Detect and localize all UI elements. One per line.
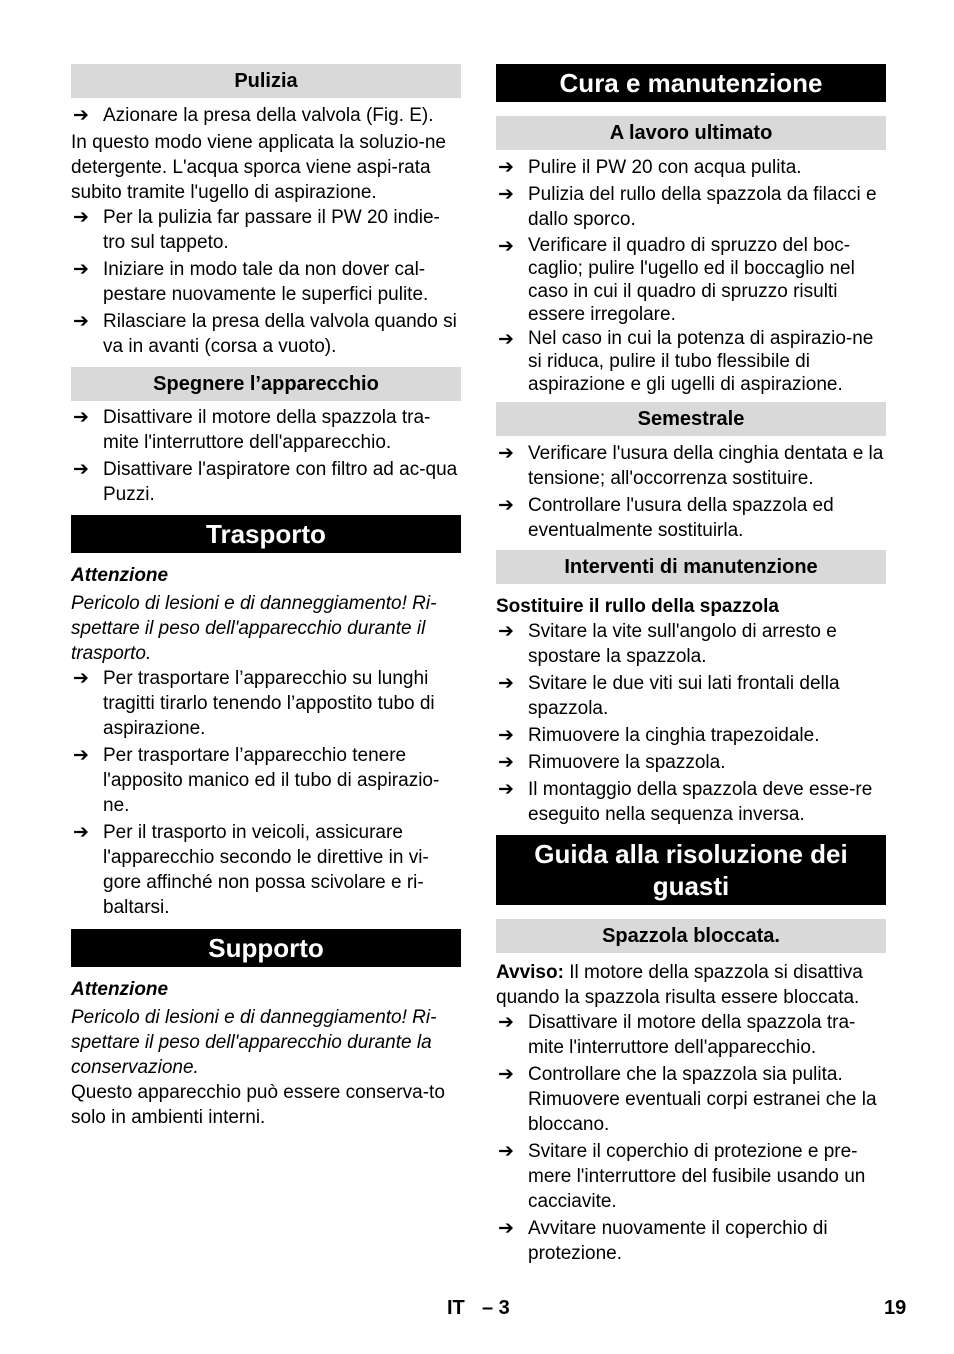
list-item: ➔ Azionare la presa della valvola (Fig. E). bbox=[73, 105, 434, 126]
arrow-right-icon: ➔ bbox=[498, 1141, 514, 1162]
arrow-right-icon: ➔ bbox=[498, 1012, 514, 1033]
list-item: ➔ Pulire il PW 20 con acqua pulita. bbox=[498, 157, 802, 178]
attention-label: Attenzione bbox=[71, 565, 169, 586]
list-item: ➔ Iniziare in modo tale da non dover cal-pestare nuovamente le superfici pulite. bbox=[73, 259, 429, 305]
list-item: ➔ Per trasportare l’apparecchio su lunghi tragitti tirarlo tenendo l’appostito tubo di aspirazione. bbox=[73, 668, 435, 739]
list-item: ➔ Avvitare nuovamente il coperchio di protezione. bbox=[498, 1218, 828, 1264]
arrow-right-icon: ➔ bbox=[73, 407, 89, 428]
list-item: ➔ Controllare che la spazzola sia pulita. Rimuovere eventuali corpi estranei che la bloccano. bbox=[498, 1064, 877, 1135]
arrow-right-icon: ➔ bbox=[498, 329, 514, 350]
heading-guida: Guida alla risoluzione dei guasti bbox=[496, 835, 886, 905]
list-item: ➔ Controllare l'usura della spazzola ed eventualmente sostituirla. bbox=[498, 495, 834, 541]
arrow-right-icon: ➔ bbox=[498, 157, 514, 178]
footer-language: IT bbox=[447, 1297, 465, 1319]
arrow-right-icon: ➔ bbox=[498, 184, 514, 205]
list-item: ➔ Per trasportare l’apparecchio tenere l'apposito manico ed il tubo di aspirazio-ne. bbox=[73, 745, 440, 816]
footer-section-page: – 3 bbox=[482, 1297, 510, 1319]
heading-cura: Cura e manutenzione bbox=[496, 64, 886, 102]
left-column bbox=[71, 64, 461, 1130]
arrow-right-icon: ➔ bbox=[498, 1064, 514, 1085]
notice-paragraph: Avviso: Il motore della spazzola si disattiva quando la spazzola risulta essere bloccata. bbox=[496, 962, 863, 1008]
arrow-right-icon: ➔ bbox=[73, 745, 89, 766]
arrow-right-icon: ➔ bbox=[73, 311, 89, 332]
heading-spegnere: Spegnere l’apparecchio bbox=[71, 367, 461, 401]
list-item: ➔ Svitare le due viti sui lati frontali della spazzola. bbox=[498, 673, 840, 719]
paragraph: Questo apparecchio può essere conserva-to solo in ambienti interni. bbox=[71, 1082, 445, 1128]
list-item: ➔ Disattivare l'aspiratore con filtro ad ac-qua Puzzi. bbox=[73, 459, 458, 505]
arrow-right-icon: ➔ bbox=[498, 443, 514, 464]
page-number: 19 bbox=[884, 1297, 907, 1319]
heading-supporto: Supporto bbox=[71, 929, 461, 967]
arrow-right-icon: ➔ bbox=[498, 779, 514, 800]
list-item: ➔ Rimuovere la cinghia trapezoidale. bbox=[498, 725, 820, 746]
arrow-right-icon: ➔ bbox=[498, 752, 514, 773]
arrow-right-icon: ➔ bbox=[73, 822, 89, 843]
heading-pulizia: Pulizia bbox=[71, 64, 461, 98]
list-item: ➔ Rimuovere la spazzola. bbox=[498, 752, 726, 773]
arrow-right-icon: ➔ bbox=[498, 495, 514, 516]
notice-label: Avviso: bbox=[496, 962, 564, 983]
warning-text: Pericolo di lesioni e di danneggiamento! Ri-spettare il peso dell'apparecchio durante il trasporto. bbox=[71, 593, 437, 664]
arrow-right-icon: ➔ bbox=[498, 236, 514, 257]
heading-interventi: Interventi di manutenzione bbox=[496, 550, 886, 584]
list-item: ➔ Svitare il coperchio di protezione e pre-mere l'interruttore del fusibile usando un cacciavite. bbox=[498, 1141, 866, 1212]
list-item: ➔ Rilasciare la presa della valvola quando si va in avanti (corsa a vuoto). bbox=[73, 311, 457, 357]
list-item: ➔ Nel caso in cui la potenza di aspirazio-ne si riduca, pulire il tubo flessibile di aspirazione e gli ugelli di aspirazione. bbox=[498, 328, 874, 395]
list-item: ➔ Disattivare il motore della spazzola tra-mite l'interruttore dell'apparecchio. bbox=[73, 407, 431, 453]
arrow-right-icon: ➔ bbox=[73, 105, 89, 126]
arrow-right-icon: ➔ bbox=[498, 621, 514, 642]
list-item: ➔ Verificare l'usura della cinghia dentata e la tensione; all'occorrenza sostituire. bbox=[498, 443, 884, 489]
list-item: ➔ Pulizia del rullo della spazzola da filacci e dallo sporco. bbox=[498, 184, 877, 230]
list-item: ➔ Per la pulizia far passare il PW 20 indie-tro sul tappeto. bbox=[73, 207, 440, 253]
arrow-right-icon: ➔ bbox=[498, 725, 514, 746]
subheading: Sostituire il rullo della spazzola bbox=[496, 596, 779, 617]
list-item: ➔ Svitare la vite sull'angolo di arresto e spostare la spazzola. bbox=[498, 621, 837, 667]
list-item: ➔ Il montaggio della spazzola deve esse-re eseguito nella sequenza inversa. bbox=[498, 779, 873, 825]
arrow-right-icon: ➔ bbox=[498, 1218, 514, 1239]
heading-semestrale: Semestrale bbox=[496, 402, 886, 436]
right-column bbox=[496, 64, 886, 1266]
heading-trasporto: Trasporto bbox=[71, 515, 461, 553]
attention-label: Attenzione bbox=[71, 979, 169, 1000]
heading-spazzola: Spazzola bloccata. bbox=[496, 919, 886, 953]
paragraph: In questo modo viene applicata la soluzio-ne detergente. L'acqua sporca viene aspi-rata subito tramite l'ugello di aspirazione. bbox=[71, 132, 446, 203]
arrow-right-icon: ➔ bbox=[73, 459, 89, 480]
arrow-right-icon: ➔ bbox=[73, 207, 89, 228]
list-item: ➔ Per il trasporto in veicoli, assicurare l'apparecchio secondo le direttive in vi-gore affinché non possa scivolare e ri-baltarsi. bbox=[73, 822, 429, 918]
arrow-right-icon: ➔ bbox=[498, 673, 514, 694]
warning-text: Pericolo di lesioni e di danneggiamento! Ri-spettare il peso dell'apparecchio durante la conservazione. bbox=[71, 1007, 437, 1078]
list-item: ➔ Disattivare il motore della spazzola tra-mite l'interruttore dell'apparecchio. bbox=[498, 1012, 856, 1058]
arrow-right-icon: ➔ bbox=[73, 668, 89, 689]
heading-lavoro: A lavoro ultimato bbox=[496, 116, 886, 150]
list-item: ➔ Verificare il quadro di spruzzo del boc-caglio; pulire l'ugello ed il boccaglio nel caso in cui il quadro di spruzzo risulti essere irregolare. bbox=[498, 235, 855, 325]
arrow-right-icon: ➔ bbox=[73, 259, 89, 280]
